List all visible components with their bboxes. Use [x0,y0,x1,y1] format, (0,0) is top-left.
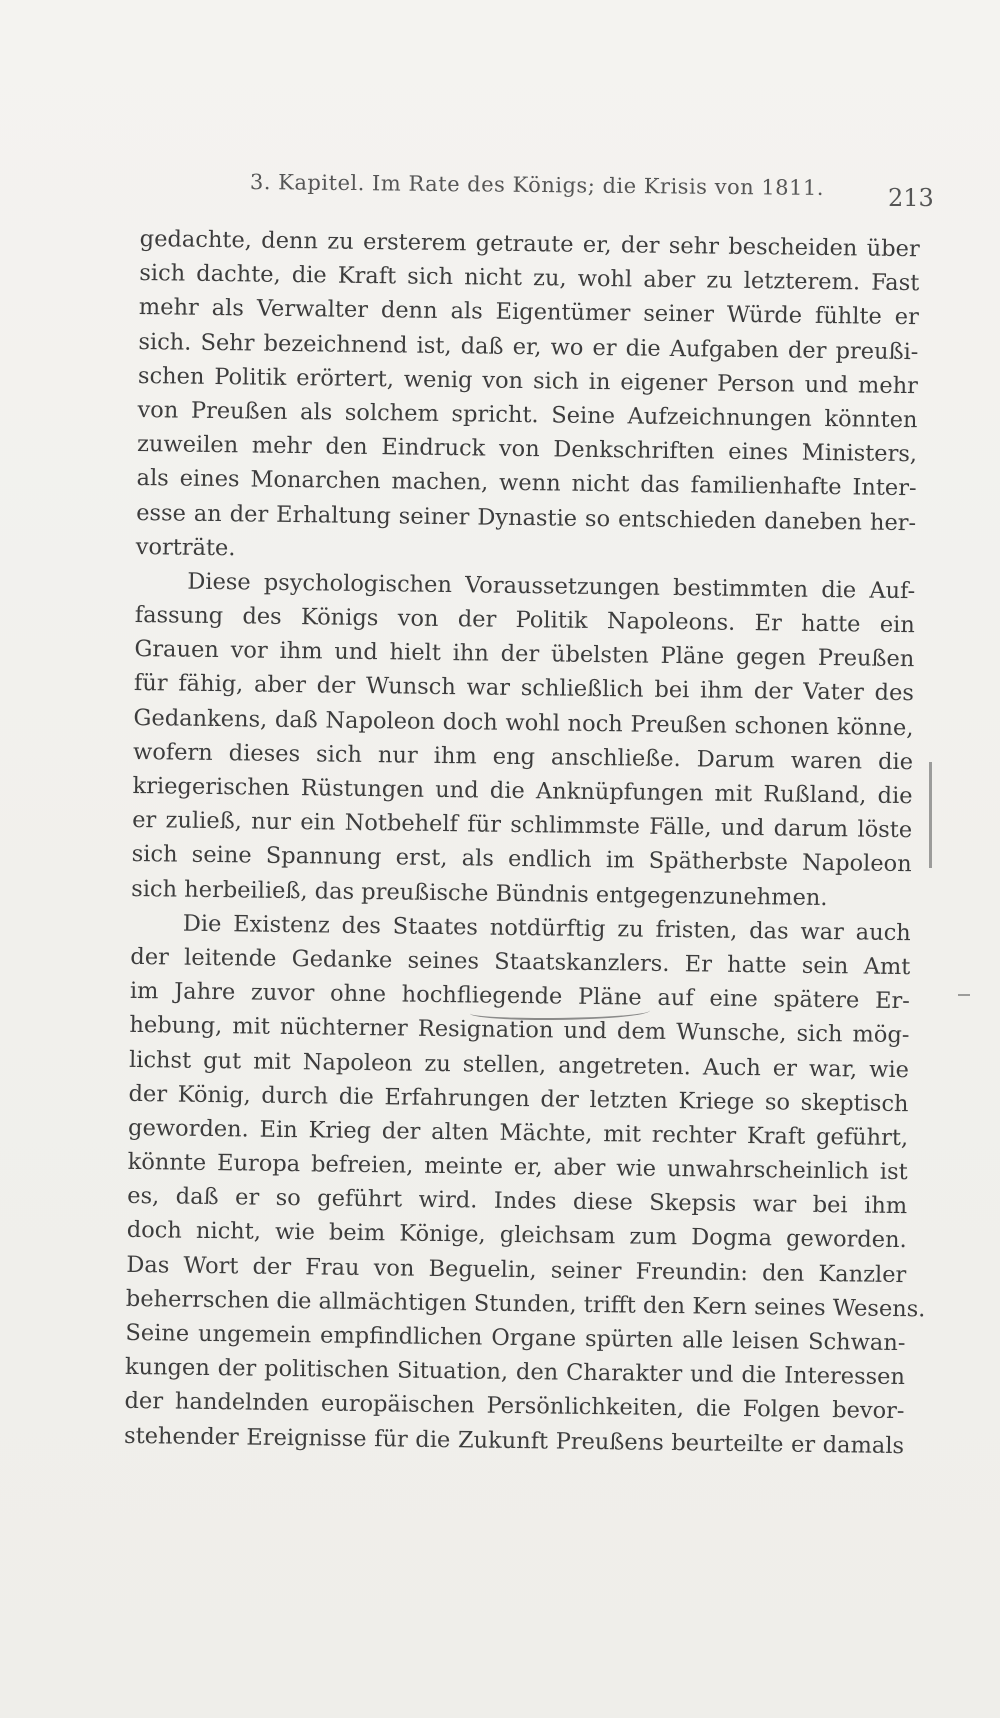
text-line: gedachte, denn zu ersterem getraute er, der sehr bescheiden über [139,225,920,263]
text-line: der König, durch die Erfahrungen der letzten Kriege so skeptisch [128,1080,909,1117]
text-line: doch nicht, wie beim Könige, gleichsam zum Dogma geworden. [126,1217,907,1254]
margin-pencil-dash [958,994,970,996]
text-line: könnte Europa befreien, meinte er, aber wie unwahrscheinlich ist [127,1148,908,1186]
text-line: für fähig, aber der Wunsch war schließlich bei ihm der Vater des [133,670,915,707]
text-line: hebung, mit nüchterner Resignation und dem Wunsche, sich mög- [129,1012,910,1049]
text-line: sich seine Spannung erst, als endlich im Spätherbste Napoleon [131,841,912,878]
body-text [123,222,926,1463]
text-line: sich. Sehr bezeichnend ist, daß er, wo er die Aufgaben der preußi- [138,328,919,365]
text-line: Seine ungemein empfindlichen Organe spürten alle leisen Schwan- [125,1319,906,1357]
text-line: stehender Ereignisse für die Zukunft Preußens beurteilte er damals [123,1422,905,1459]
text-line: im Jahre zuvor ohne hochfliegende Pläne auf eine spätere Er- [129,978,911,1015]
text-line: geworden. Ein Krieg der alten Mächte, mit rechter Kraft geführt, [127,1114,909,1152]
text-line: wofern dieses sich nur ihm eng anschließe. Darum waren die [132,738,914,775]
text-line: mehr als Verwalter denn als Eigentümer seiner Würde fühlte er [138,294,919,331]
text-line: beherrschen die allmächtigen Stunden, trifft den Kern seines Wesens. [125,1285,926,1323]
text-line: Gedankens, daß Napoleon doch wohl noch Preußen schonen könne, [133,704,914,741]
text-line: sich herbeiließ, das preußische Bündnis entgegenzunehmen. [131,875,828,911]
text-line: der handelnden europäischen Persönlichkeiten, die Folgen bevor- [124,1388,905,1425]
margin-pencil-line [929,762,932,868]
text-line: vorträte. [135,533,236,561]
text-line: es, daß er so geführt wird. Indes diese Skepsis war bei ihm [127,1183,908,1220]
text-line: Grauen vor ihm und hielt ihn der übelsten Pläne gegen Preußen [134,636,915,673]
text-line: der leitende Gedanke seines Staatskanzlers. Er hatte sein Amt [130,943,911,981]
text-line: Das Wort der Frau von Beguelin, seiner Freundin: den Kanzler [126,1251,907,1288]
text-line: zuweilen mehr den Eindruck von Denkschriften eines Ministers, [136,431,918,468]
text-line: schen Politik erörtert, wenig von sich in eigener Person und mehr [137,362,919,399]
page-number: 213 [888,184,934,212]
text-line: esse an der Erhaltung seiner Dynastie so entschieden daneben her- [136,499,917,536]
text-line: Die Existenz des Staates notdürftig zu fristen, das war auch [182,910,911,946]
text-line: kungen der politischen Situation, den Charakter und die Interessen [124,1354,906,1391]
text-line: sich dachte, die Kraft sich nicht zu, wohl aber zu letzterem. Fast [139,260,920,297]
text-line: fassung des Königs von der Politik Napoleons. Er hatte ein [134,602,915,639]
text-line: Diese psychologischen Voraussetzungen bestimmten die Auf- [187,568,916,605]
text-line: er zuließ, nur ein Notbehelf für schlimmste Fälle, und darum löste [131,807,913,844]
text-line: als eines Monarchen machen, wenn nicht das familienhafte Inter- [136,465,917,502]
text-line: von Preußen als solchem spricht. Seine Aufzeichnungen könnten [137,396,918,434]
text-line: kriegerischen Rüstungen und die Anknüpfungen mit Rußland, die [132,772,913,810]
text-line: lichst gut mit Napoleon zu stellen, angetreten. Auch er war, wie [128,1046,910,1083]
running-head: 3. Kapitel. Im Rate des Königs; die Krisis von 1811. [249,170,825,201]
